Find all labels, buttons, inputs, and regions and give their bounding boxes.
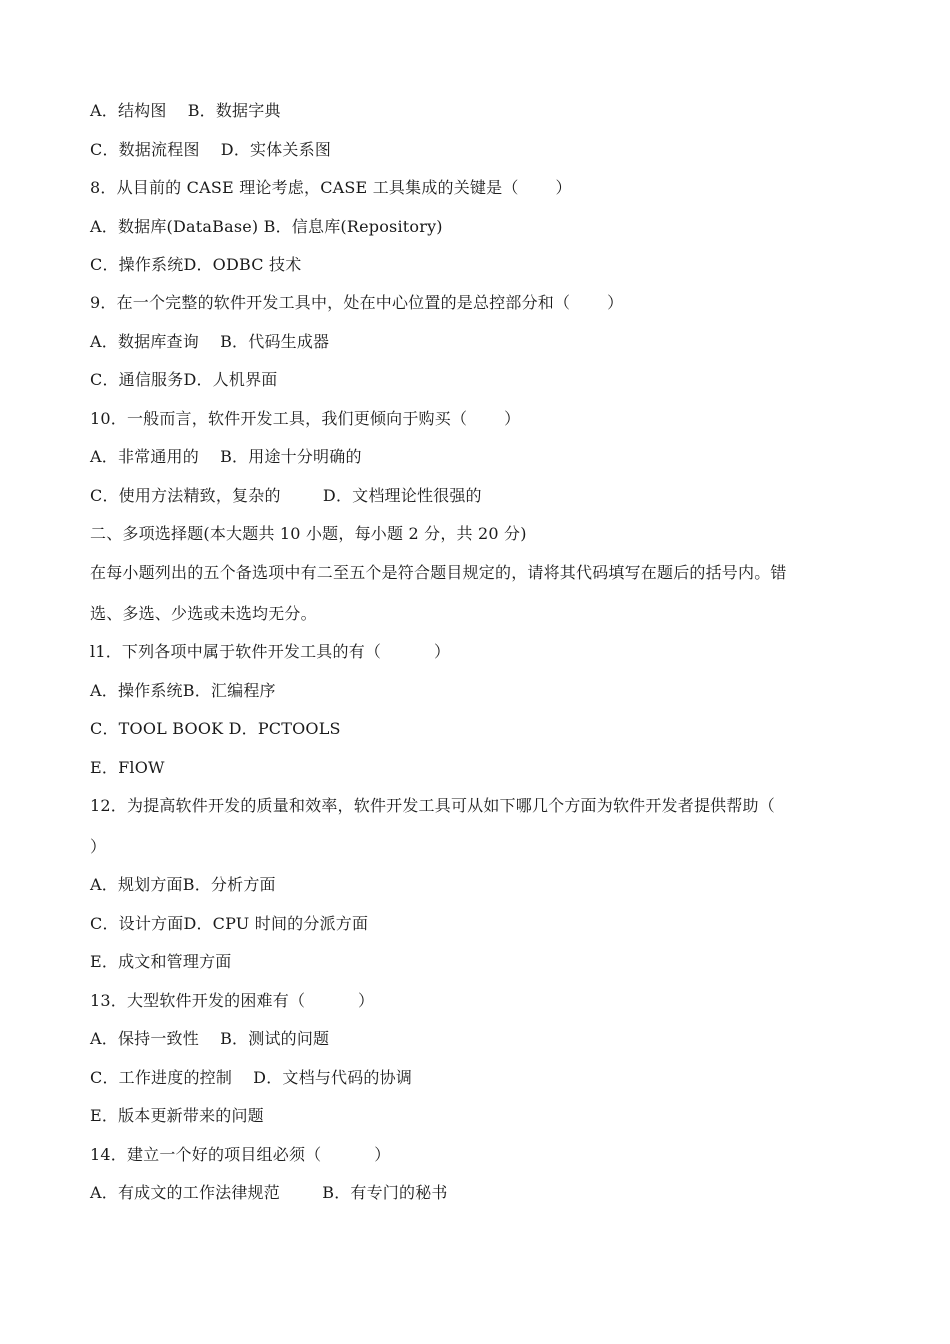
- option-line: E．成文和管理方面: [90, 952, 232, 971]
- section-instruction: 选、多选、少选或未选均无分。: [90, 604, 317, 623]
- question-12-continued: ）: [90, 837, 107, 856]
- question-9: 9．在一个完整的软件开发工具中，处在中心位置的是总控部分和（ ）: [90, 293, 624, 312]
- question-11: l1．下列各项中属于软件开发工具的有（ ）: [90, 642, 451, 661]
- question-13: 13．大型软件开发的困难有（ ）: [90, 991, 375, 1010]
- option-line: A．有成文的工作法律规范 B．有专门的秘书: [90, 1183, 448, 1202]
- section-instruction: 在每小题列出的五个备选项中有二至五个是符合题目规定的，请将其代码填写在题后的括号内。错: [90, 563, 787, 582]
- option-line: E．版本更新带来的问题: [90, 1106, 264, 1125]
- option-line: C．数据流程图 D．实体关系图: [90, 140, 332, 159]
- section-heading: 二、多项选择题(本大题共 10 小题，每小题 2 分，共 20 分): [90, 524, 527, 543]
- option-line: A．保持一致性 B．测试的问题: [90, 1029, 330, 1048]
- question-12: 12．为提高软件开发的质量和效率，软件开发工具可从如下哪几个方面为软件开发者提供帮助（: [90, 796, 775, 815]
- question-10: 10．一般而言，软件开发工具，我们更倾向于购买（ ）: [90, 409, 521, 428]
- option-line: C．设计方面D．CPU 时间的分派方面: [90, 914, 369, 933]
- option-line: A．结构图 B．数据字典: [90, 101, 281, 120]
- question-14: 14．建立一个好的项目组必须（ ）: [90, 1145, 391, 1164]
- option-line: C．通信服务D．人机界面: [90, 370, 278, 389]
- option-line: E．FlOW: [90, 758, 165, 777]
- option-line: A．规划方面B．分析方面: [90, 875, 276, 894]
- question-8: 8．从目前的 CASE 理论考虑，CASE 工具集成的关键是（ ）: [90, 178, 572, 197]
- option-line: C．操作系统D．ODBC 技术: [90, 255, 302, 274]
- option-line: A．操作系统B．汇编程序: [90, 681, 276, 700]
- option-line: C．使用方法精致，复杂的 D．文档理论性很强的: [90, 486, 482, 505]
- option-line: C．工作进度的控制 D．文档与代码的协调: [90, 1068, 413, 1087]
- option-line: A．数据库查询 B．代码生成器: [90, 332, 330, 351]
- option-line: C．TOOL BOOK D．PCTOOLS: [90, 719, 341, 738]
- option-line: A．数据库(DataBase) B．信息库(Repository): [90, 217, 443, 236]
- option-line: A．非常通用的 B．用途十分明确的: [90, 447, 362, 466]
